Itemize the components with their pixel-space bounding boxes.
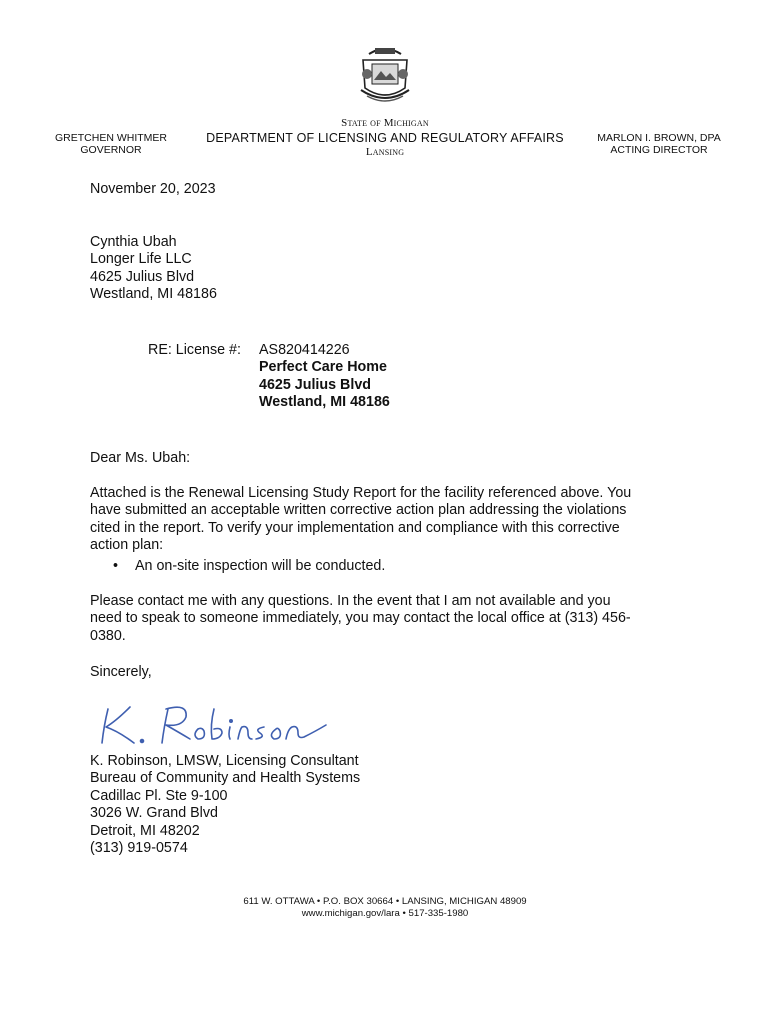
closing: Sincerely, [90,664,152,680]
facility-city: Westland, MI 48186 [259,394,390,411]
paragraph-2-line: Please contact me with any questions. In the event that I am not available and you [90,593,611,609]
letter-date: November 20, 2023 [90,181,216,197]
recipient-company: Longer Life LLC [90,251,192,268]
city-line: Lansing [365,146,405,158]
recipient-street: 4625 Julius Blvd [90,268,195,285]
re-label: RE: License #: [148,342,241,358]
director-name: MARLON I. BROWN, DPA [597,132,721,144]
state-line: State of Michigan [341,117,429,129]
salutation: Dear Ms. Ubah: [90,450,191,466]
signer-street: 3026 W. Grand Blvd [90,805,218,822]
paragraph-1 [90,485,690,555]
director-block [592,132,726,156]
bullet-text: An on-site inspection will be conducted. [135,558,386,574]
paragraph-2 [90,593,631,645]
facility-name: Perfect Care Home [259,359,387,376]
paragraph-2-line: 0380. [90,627,126,644]
signer-city: Detroit, MI 48202 [90,822,200,839]
governor-title: GOVERNOR [80,144,142,156]
signer-bureau: Bureau of Community and Health Systems [90,770,361,787]
bullet-icon: • [113,558,119,574]
signer-name: K. Robinson, LMSW, Licensing Consultant [90,753,359,769]
recipient-name: Cynthia Ubah [90,234,177,250]
governor-name: GRETCHEN WHITMER [55,132,167,144]
paragraph-1-line: have submitted an acceptable written corrective action plan addressing the violations [90,502,627,519]
signer-block [90,753,360,857]
recipient-address [90,234,217,304]
signer-phone: (313) 919-0574 [90,840,188,857]
recipient-city: Westland, MI 48186 [90,286,217,303]
paragraph-1-line: action plan: [90,537,164,554]
department-header [200,117,570,159]
paragraph-2-line: need to speak to someone immediately, you may contact the local office at (313) 456- [90,610,631,627]
handwritten-signature [90,695,340,755]
footer-contact: www.michigan.gov/lara • 517-335-1980 [301,908,469,919]
governor-block [52,132,170,156]
re-details [259,342,390,412]
paragraph-1-line: Attached is the Renewal Licensing Study Report for the facility referenced above. You [90,485,632,501]
paragraph-1-line: cited in the report. To verify your implementation and compliance with this corrective [90,519,620,536]
bullet-item [113,558,385,575]
signer-suite: Cadillac Pl. Ste 9-100 [90,787,228,804]
facility-street: 4625 Julius Blvd [259,376,372,393]
department-name: DEPARTMENT OF LICENSING AND REGULATORY AFFAIRS [206,131,564,145]
state-seal-icon [355,44,415,108]
director-title: ACTING DIRECTOR [610,144,708,156]
license-number: AS820414226 [259,342,350,358]
footer-address: 611 W. OTTAWA • P.O. BOX 30664 • LANSING, MICHIGAN 48909 [243,896,527,907]
letter-footer [185,896,585,920]
